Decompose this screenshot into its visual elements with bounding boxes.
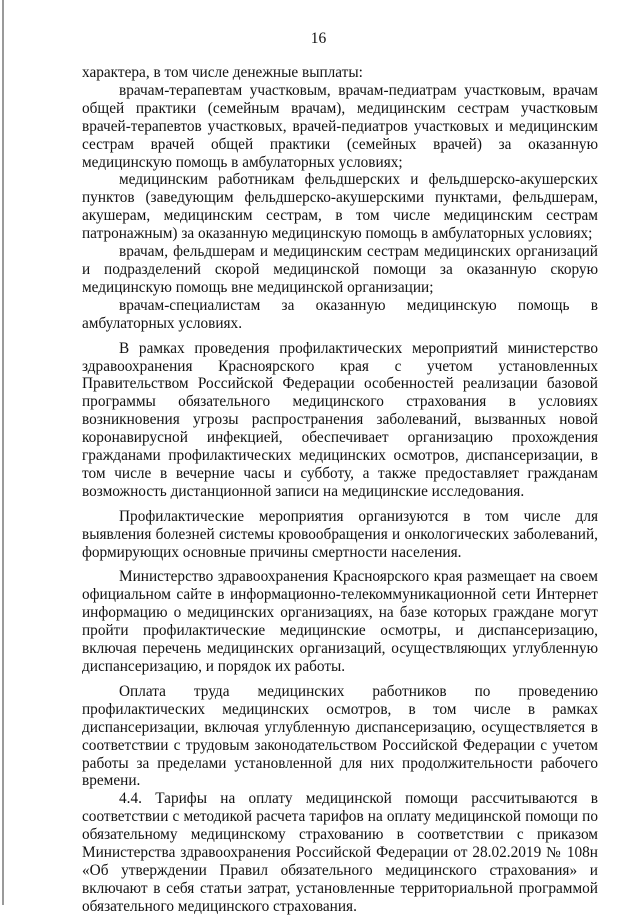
page-number: 16 [310, 30, 327, 47]
paragraph-continuation: характера, в том числе денежные выплаты: [82, 64, 363, 81]
paragraph-labor-payment: Оплата труда медицинских работников по проведению профилактических медицинских осмотров, в том числе в рамках диспансеризации, включая углубленную диспансеризацию, осуществляется в соответствии с трудовым законодательством Российской Федерации с учетом работы за пределами установленной для них продолжительности рабочего времени. [82, 682, 598, 790]
paragraph-specialists: врачам-специалистам за оказанную медицинскую помощь в амбулаторных условиях. [82, 296, 598, 332]
paragraph-preventive-purpose: Профилактические мероприятия организуются в том числе для выявления болезней системы кровообращения и онкологических заболеваний, формирующих основные причины смертности населения. [82, 507, 598, 561]
paragraph-tariffs-4-4: 4.4. Тарифы на оплату медицинской помощи рассчитываются в соответствии с методикой расчета тарифов на оплату медицинской помощи по обязательному медицинскому страхованию в соответствии с приказом Министерства здравоохранения Российской Федерации от 28.02.2019 № 108н «Об утверждении Правил обязательного медицинского страхования» и включают в себя статьи затрат, установленные территориальной программой обязательного медицинского страхования. [82, 790, 598, 915]
paragraph-ministry-website: Министерство здравоохранения Красноярского края размещает на своем официальном сайте в информационно-телекоммуникационной сети Интернет информацию о медицинских организациях, на базе которых граждане могут пройти профилактические медицинские осмотры, и диспансеризацию, включая перечень медицинских организаций, осуществляющих углубленную диспансеризацию, и порядок их работы. [82, 568, 598, 675]
paragraph-feldsher-points: медицинским работникам фельдшерских и фельдшерско-акушерских пунктов (заведующим фельдшерско-акушерскими пунктами, фельдшерам, акушерам, медицинским сестрам, в том числе медицинским сестрам патронажным) за оказанную медицинскую помощь в амбулаторных условиях; [82, 171, 598, 243]
paragraph-preventive-measures: В рамках проведения профилактических мероприятий министерство здравоохранения Красноярского края с учетом установленных Правительством Российской Федерации особенностей реализации базовой программы обязательного медицинского страхования в условиях возникновения угрозы распространения заболеваний, вызванных новой коронавирусной инфекцией, обеспечивает организацию прохождения гражданами профилактических медицинских осмотров, диспансеризации, в том числе в вечерние часы и субботу, а также предоставляет гражданам возможность дистанционной записи на медицинские исследования. [82, 339, 598, 500]
document-body [82, 64, 598, 916]
scan-edge-line [2, 0, 4, 905]
paragraph-therapists: врачам-терапевтам участковым, врачам-педиатрам участковым, врачам общей практики (семейным врачам), медицинским сестрам участковым врачей-терапевтов участковых, врачей-педиатров участковых и медицинским сестрам врачей общей практики (семейных врачей) за оказанную медицинскую помощь в амбулаторных условиях; [82, 81, 598, 171]
paragraph-emergency-care: врачам, фельдшерам и медицинским сестрам медицинских организаций и подразделений скорой медицинской помощи за оказанную скорую медицинскую помощь вне медицинской организации; [82, 243, 598, 296]
